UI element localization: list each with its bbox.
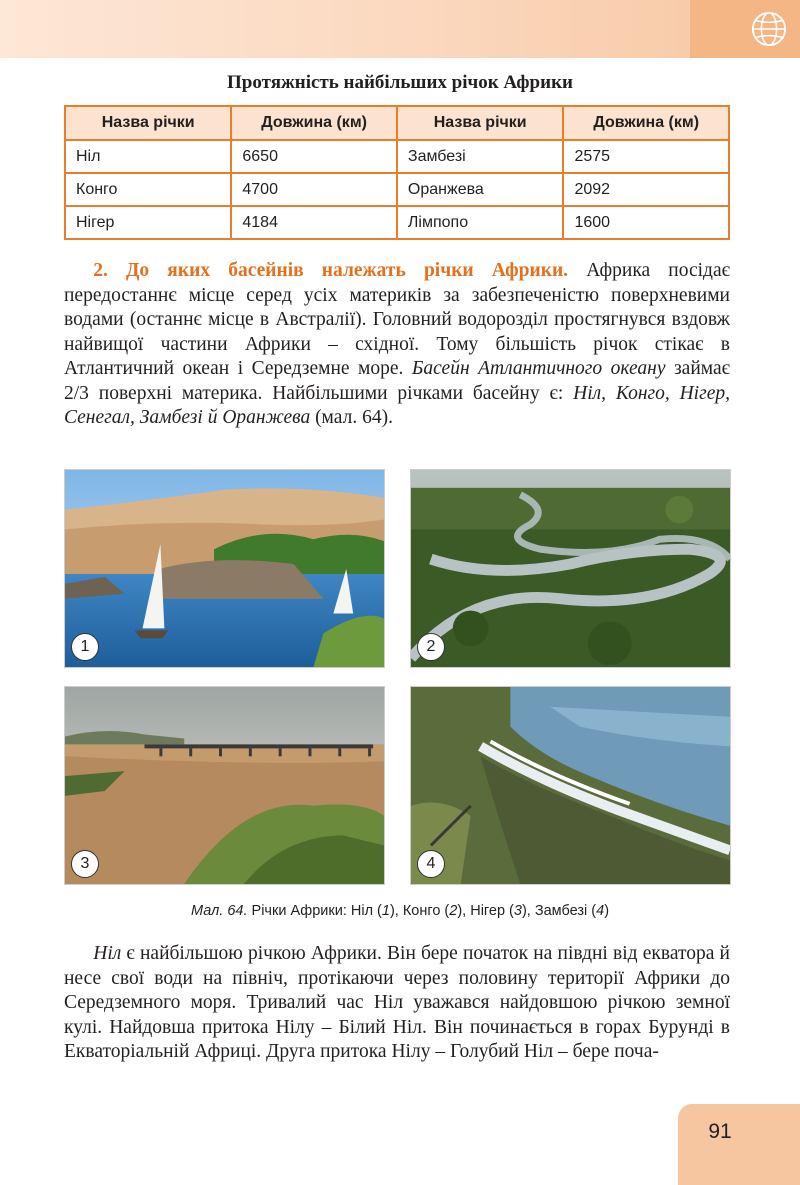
caption-text: ), Замбезі (	[521, 903, 597, 919]
nile-paragraph	[64, 942, 730, 1065]
caption-text: Річки Африки: Ніл (	[247, 903, 382, 919]
table-cell: Оранжева	[397, 173, 564, 206]
table-cell: 1600	[563, 206, 729, 239]
photo-number-badge: 2	[417, 633, 445, 661]
globe-icon	[750, 10, 788, 48]
caption-text: )	[604, 903, 610, 919]
photo-congo	[410, 469, 731, 668]
table-cell: 2092	[563, 173, 729, 206]
table-header-row	[65, 106, 729, 140]
table-cell: Нігер	[65, 206, 231, 239]
table-row	[65, 173, 729, 206]
paragraph-text: Африка посідає передостаннє місце серед усіх материків за забезпеченістю поверхневими водами (останнє місце в Австралії). Головний водорозділ простягнувся вздовж найвищої частини Африки – східної. Тому більшість річок стікає в Атлантичний океан і Середземне море.	[64, 260, 730, 379]
paragraph-text: (мал. 64).	[310, 407, 393, 428]
photo-number-badge: 4	[417, 850, 445, 878]
figure-caption	[0, 903, 800, 919]
table-cell: 4184	[231, 206, 397, 239]
caption-text: ), Нігер (	[457, 903, 514, 919]
table-cell: Ніл	[65, 140, 231, 173]
caption-number: 3	[513, 903, 522, 919]
section-paragraph	[64, 259, 730, 431]
caption-text: ), Конго (	[389, 903, 450, 919]
table-cell: Замбезі	[397, 140, 564, 173]
page-number-tab	[678, 1104, 800, 1185]
paragraph-text: є найбільшою річкою Африки. Він бере початок на півдні від екватора й несе свої води на північ, протікаючи через половину території Африки до Середземного моря. Тривалий час Ніл уважався найдовшою річкою земної кулі. Найдовша притока Нілу – Білий Ніл. Він починається в горах Бурунді в Екваторіальній Африці. Друга притока Нілу – Голубий Ніл – бере поча-	[64, 943, 730, 1062]
caption-number: 2	[449, 903, 458, 919]
page-number: 91	[708, 1120, 732, 1143]
paragraph-text: займає 2/3 поверхні материка. Найбільшими річками басейну є:	[64, 358, 730, 404]
table-row	[65, 206, 729, 239]
top-decorative-band	[0, 0, 800, 58]
table-cell: 6650	[231, 140, 397, 173]
caption-prefix: Мал. 64.	[190, 903, 248, 919]
paragraph-italic: Басейн Атлантичного океану	[411, 358, 666, 379]
table-row	[65, 140, 729, 173]
col-header-length: Довжина (км)	[231, 106, 397, 140]
table-cell: 2575	[563, 140, 729, 173]
caption-number: 4	[596, 903, 605, 919]
table-cell: Конго	[65, 173, 231, 206]
table-cell: 4700	[231, 173, 397, 206]
col-header-length-2: Довжина (км)	[563, 106, 729, 140]
photo-zambezi	[410, 686, 731, 885]
col-header-river-name: Назва річки	[65, 106, 231, 140]
paragraph-italic: Ніл	[93, 943, 122, 964]
photo-number-badge: 1	[71, 633, 99, 661]
paragraph-italic: Ніл, Конго, Нігер, Сенегал, Замбезі й Оранжева	[64, 382, 730, 428]
table-title: Протяжність найбільших річок Африки	[227, 72, 573, 93]
photo-niger	[64, 686, 385, 885]
section-heading: 2. До яких басейнів належать річки Африки.	[93, 260, 569, 281]
photo-number-badge: 3	[71, 850, 99, 878]
caption-number: 1	[381, 903, 390, 919]
photo-nile	[64, 469, 385, 668]
rivers-table	[64, 105, 730, 240]
col-header-river-name-2: Назва річки	[397, 106, 564, 140]
table-cell: Лімпопо	[397, 206, 564, 239]
